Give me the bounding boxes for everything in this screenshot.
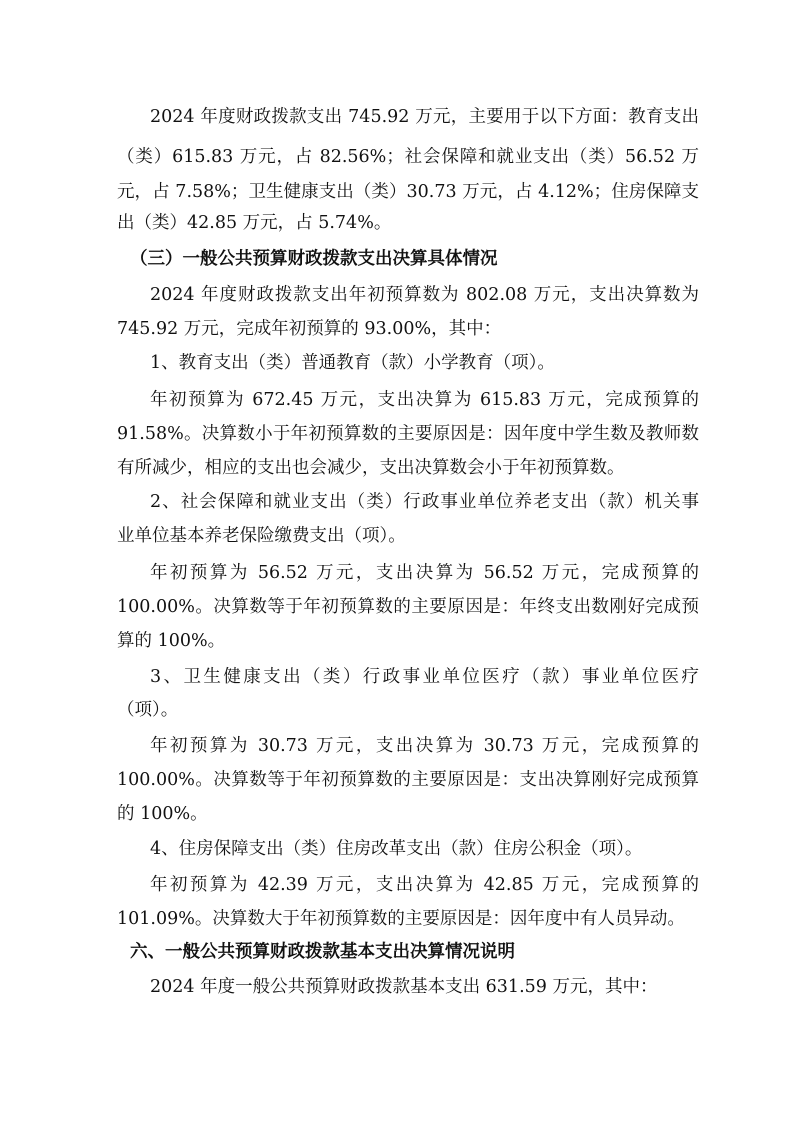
paragraph-line: 745.92 万元，完成年初预算的 93.00%，其中：	[117, 319, 502, 339]
item-title: 4、住房保障支出（类）住房改革支出（款）住房公积金（项）。	[150, 839, 643, 859]
paragraph-line: 年初预算为 42.39 万元，支出决算为 42.85 万元，完成预算的	[150, 875, 699, 895]
paragraph-line: 100.00%。决算数等于年初预算数的主要原因是：年终支出数刚好完成预	[117, 597, 699, 617]
paragraph-line: 年初预算为 672.45 万元，支出决算为 615.83 万元，完成预算的	[150, 390, 699, 410]
paragraph-line: 100.00%。决算数等于年初预算数的主要原因是：支出决算刚好完成预算	[117, 770, 699, 790]
paragraph-line: 2024 年度财政拨款支出年初预算数为 802.08 万元，支出决算数为	[150, 285, 699, 305]
paragraph-line: 2024 年度财政拨款支出 745.92 万元，主要用于以下方面：教育支出	[150, 107, 699, 127]
item-title: 3、卫生健康支出（类）行政事业单位医疗（款）事业单位医疗	[150, 667, 699, 687]
paragraph-line: 101.09%。决算数大于年初预算数的主要原因是：因年度中有人员异动。	[117, 909, 685, 929]
paragraph-line: （类）615.83 万元，占 82.56%；社会保障和就业支出（类）56.52 万	[117, 147, 699, 167]
section-heading: （三）一般公共预算财政拨款支出决算具体情况	[130, 249, 498, 269]
item-title: 2、社会保障和就业支出（类）行政事业单位养老支出（款）机关事	[150, 492, 699, 512]
paragraph-line: 有所减少，相应的支出也会减少，支出决算数会小于年初预算数。	[117, 458, 625, 478]
paragraph-line: 91.58%。决算数小于年初预算数的主要原因是：因年度中学生数及教师数	[117, 424, 699, 444]
item-title: 业单位基本养老保险缴费支出（项）。	[117, 526, 406, 546]
paragraph-line: 算的 100%。	[117, 631, 226, 651]
section-heading: 六、一般公共预算财政拨款基本支出决算情况说明	[130, 942, 515, 962]
paragraph-line: 2024 年度一般公共预算财政拨款基本支出 631.59 万元，其中：	[150, 977, 658, 997]
item-title: 1、教育支出（类）普通教育（款）小学教育（项）。	[150, 353, 555, 373]
paragraph-line: 的 100%。	[117, 804, 208, 824]
paragraph-line: 年初预算为 30.73 万元，支出决算为 30.73 万元，完成预算的	[150, 736, 699, 756]
paragraph-line: 元，占 7.58%；卫生健康支出（类）30.73 万元，占 4.12%；住房保障支	[117, 182, 699, 202]
paragraph-line: 出（类）42.85 万元，占 5.74%。	[117, 213, 392, 233]
item-title: （项）。	[117, 700, 179, 720]
paragraph-line: 年初预算为 56.52 万元，支出决算为 56.52 万元，完成预算的	[150, 563, 699, 583]
